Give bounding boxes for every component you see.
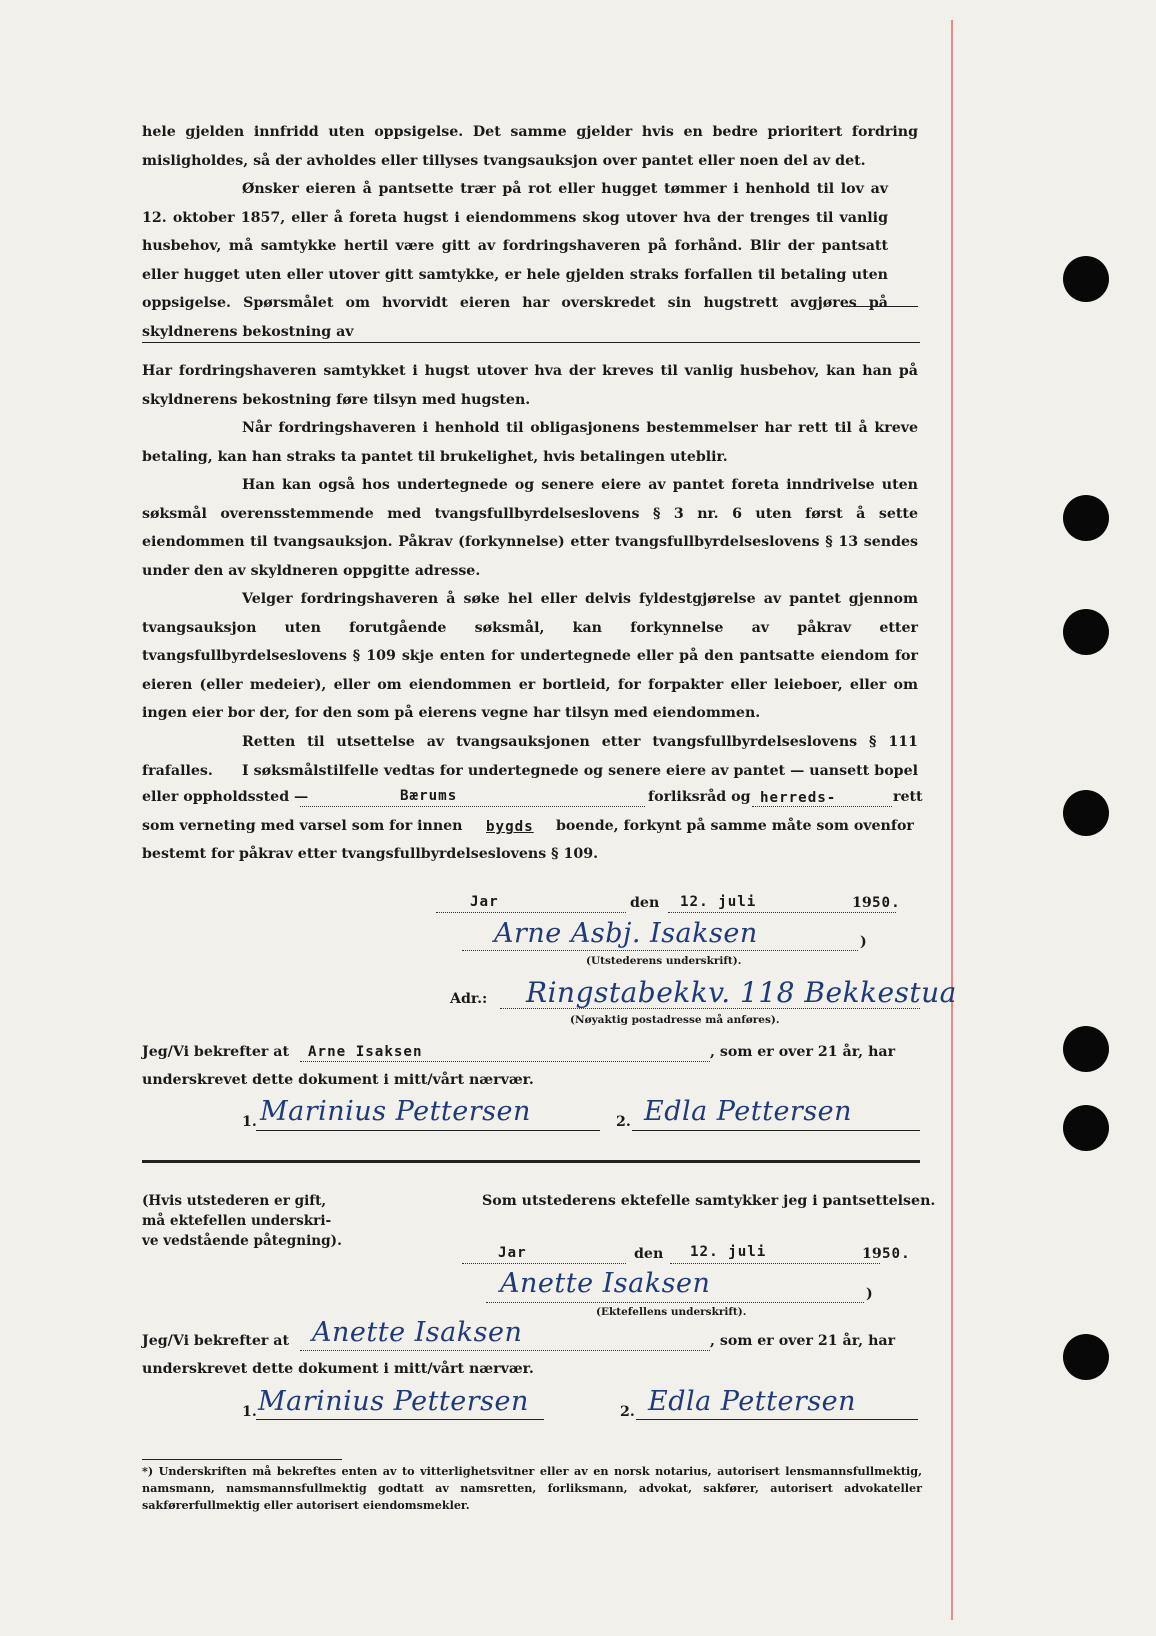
footnote: *) Underskriften må bekreftes enten av to vitterlighetsvitner eller av en norsk notarius, autorisert lensmannsfullmektig, namsmann, namsmannsfullmektig godtatt av namsretten, forliksmann, advokat, sakfører, autorisert advokateller sakførerfullmektig eller autorisert eiendomsmekler. — [142, 1464, 922, 1512]
paragraph-5: Han kan også hos undertegnede og senere eiere av pantet foreta inndrivelse uten søksmål overensstemmende med tvangsfullbyrdelseslovens § 3 nr. 6 uten først å sette eiendommen til tvangsauksjon. Påkrav (forkynnelse) etter tvangsfullbyrdelseslovens § 13 sendes under den av skyldneren oppgitte adresse. — [142, 477, 918, 579]
witness1-n1: 1. — [242, 1114, 257, 1130]
punch-hole — [1063, 1026, 1109, 1072]
witness1-lead: Jeg/Vi bekrefter at — [142, 1044, 290, 1060]
blank-line — [486, 1302, 864, 1303]
issuer-sig-caption: (Utstederens underskrift). — [586, 955, 742, 967]
venue-prefix: eller oppholdssted — — [142, 789, 309, 805]
footnote-rule — [142, 1459, 342, 1460]
witness2-tail: , som er over 21 år, har — [710, 1333, 896, 1349]
witness2-n2: 2. — [620, 1404, 635, 1420]
issuer-address: Ringstabekkv. 118 Bekkestua — [526, 976, 957, 1009]
spouse-year-prefix: 19 — [862, 1246, 882, 1262]
blank-line — [300, 1350, 710, 1351]
issuer-paren: ) — [860, 934, 867, 950]
paragraph-8-line-1: I søksmålstilfelle vedtas for undertegnede og senere eiere av pantet — uansett bopel — [242, 763, 918, 779]
venue-suffix: rett — [893, 789, 923, 805]
witness2-line2: underskrevet dette dokument i mitt/vårt nærvær. — [142, 1361, 534, 1377]
venue-place: Bærums — [400, 788, 458, 804]
address-label: Adr.: — [450, 991, 488, 1007]
section-divider — [142, 1160, 920, 1163]
spouse-paren: ) — [866, 1286, 873, 1302]
spouse-place: Jar — [498, 1245, 527, 1261]
witness2-lead: Jeg/Vi bekrefter at — [142, 1333, 290, 1349]
punch-hole — [1063, 790, 1109, 836]
witness1-signature-2: Edla Pettersen — [644, 1096, 853, 1127]
punch-hole — [1063, 1334, 1109, 1380]
blank-line — [670, 1263, 880, 1264]
paragraph-3: Har fordringshaveren samtykket i hugst utover hva der kreves til vanlig husbehov, kan han på skyldnerens bekostning føre tilsyn med hugsten. — [142, 363, 918, 408]
issuer-signature: Arne Asbj. Isaksen — [494, 918, 758, 949]
signature-line — [632, 1130, 920, 1131]
venue-court: herreds- — [760, 790, 837, 806]
witness1-tail: , som er over 21 år, har — [710, 1044, 896, 1060]
spouse-den: den — [634, 1246, 664, 1262]
spouse-note-line-3: ve vedstående påtegning). — [142, 1233, 342, 1249]
venue-line-3a: som verneting med varsel som for innen — [142, 818, 463, 834]
address-caption: (Nøyaktig postadresse må anføres). — [570, 1014, 780, 1026]
paragraph-1: hele gjelden innfridd uten oppsigelse. Det samme gjelder hvis en bedre prioritert fordring misligholdes, så der avholdes eller tillyses tvangsauksjon over pantet eller noen del av det. — [142, 124, 918, 169]
punch-hole — [1063, 609, 1109, 655]
blank-line — [462, 950, 858, 951]
blank-line — [668, 912, 896, 913]
signature-line — [256, 1419, 544, 1420]
venue-line-3b: boende, forkynt på samme måte som ovenfor — [556, 818, 914, 834]
witness1-line2: underskrevet dette dokument i mitt/vårt nærvær. — [142, 1072, 534, 1088]
issuer-place: Jar — [470, 894, 499, 910]
issuer-date: 12. juli — [680, 894, 757, 910]
blank-line — [752, 806, 892, 807]
issuer-den: den — [630, 895, 660, 911]
blank-line — [462, 1263, 626, 1264]
paragraph-4: Når fordringshaveren i henhold til obligasjonens bestemmelser har rett til å kreve betaling, kan han straks ta pantet til brukelighet, hvis betalingen uteblir. — [142, 420, 918, 465]
venue-mid: forliksråd og — [648, 789, 751, 805]
issuer-year-prefix: 19 — [852, 895, 872, 911]
witness1-n2: 2. — [616, 1114, 631, 1130]
witness2-signature-2: Edla Pettersen — [648, 1386, 857, 1417]
paragraph-7: Retten til utsettelse av tvangsauksjonen etter tvangsfullbyrdelseslovens § 111 frafalles. — [142, 734, 918, 779]
spouse-consent: Som utstederens ektefelle samtykker jeg i pantsettelsen. — [482, 1193, 936, 1209]
witness1-name: Arne Isaksen — [308, 1044, 423, 1060]
blank-line — [300, 1061, 710, 1062]
blank-line — [142, 342, 920, 343]
paragraph-6: Velger fordringshaveren å søke hel eller delvis fyldestgjørelse av pantet gjennom tvangsauksjon uten forutgående søksmål, kan forkynnelse av påkrav etter tvangsfullbyrdelseslovens § 109 skje enten for undertegnede eller på den pantsatte eiendom for eieren (eller medeier), eller om eiendommen er bortleid, for forpakter eller leieboer, eller om ingen eier bor der, for den som på eierens vegne har tilsyn med eiendommen. — [142, 591, 918, 722]
spouse-date: 12. juli — [690, 1244, 767, 1260]
spouse-year-suffix: 50. — [882, 1246, 911, 1262]
spouse-note-line-2: må ektefellen underskri- — [142, 1213, 332, 1229]
spouse-note-line-1: (Hvis utstederen er gift, — [142, 1193, 327, 1209]
blank-line — [300, 806, 645, 807]
margin-line — [951, 20, 953, 1620]
witness2-n1: 1. — [242, 1404, 257, 1420]
witness1-signature-1: Marinius Pettersen — [260, 1096, 531, 1127]
paragraph-2: Ønsker eieren å pantsette trær på rot eller hugget tømmer i henhold til lov av 12. oktober 1857, eller å foreta hugst i eiendommens skog utover hva der trenges til vanlig husbehov, må samtykke hertil være gitt av fordringshaveren på forhånd. Blir der pantsatt eller hugget uten eller utover gitt samtykke, er hele gjelden straks forfallen til betaling uten oppsigelse. Spørsmålet om hvorvidt eieren har overskredet sin hugstrett avgjøres på skyldnerens bekostning av — [142, 181, 888, 340]
punch-hole — [1063, 1105, 1109, 1151]
signature-line — [256, 1130, 600, 1131]
punch-hole — [1063, 256, 1109, 302]
spouse-sig-caption: (Ektefellens underskrift). — [596, 1306, 747, 1318]
venue-line-4: bestemt for påkrav etter tvangsfullbyrdelseslovens § 109. — [142, 846, 599, 862]
venue-bygds: bygds — [486, 819, 534, 835]
blank-line — [436, 912, 626, 913]
blank-line — [842, 306, 918, 307]
issuer-year-suffix: 50. — [872, 895, 901, 911]
signature-line — [636, 1419, 918, 1420]
witness2-signature-1: Marinius Pettersen — [258, 1386, 529, 1417]
spouse-signature: Anette Isaksen — [500, 1268, 711, 1299]
punch-hole — [1063, 495, 1109, 541]
witness2-name: Anette Isaksen — [312, 1317, 523, 1348]
